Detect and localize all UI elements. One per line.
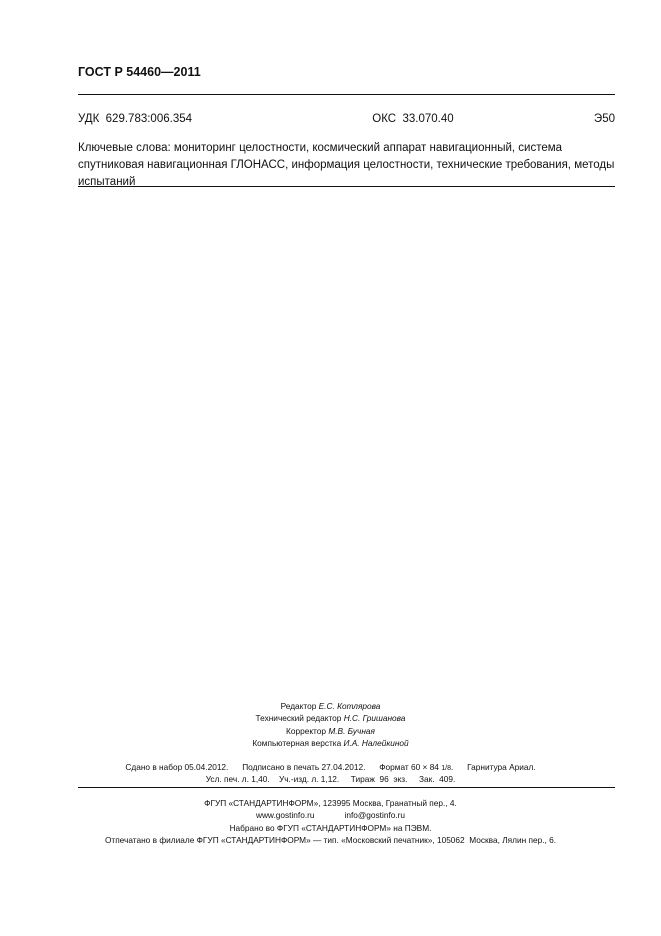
keywords-block [78, 140, 618, 191]
website-link[interactable]: www.gostinfo.ru [255, 810, 315, 821]
print-info-line-1: Сдано в набор 05.04.2012. Подписано в печать 27.04.2012. Формат 60 × 84 1/8. Гарнитура Ариал. [125, 762, 536, 772]
publisher-block [0, 797, 661, 846]
email-link[interactable]: info@gostinfo.ru [344, 810, 406, 821]
imprint-divider [78, 787, 615, 788]
credit-corrector: Корректор М.В. Бучная [286, 725, 375, 736]
credit-layout: Компьютерная верстка И.А. Налейкиной [252, 737, 409, 748]
publisher-contacts [0, 809, 661, 821]
credit-editor: Редактор Е.С. Котлярова [280, 701, 381, 711]
udk-code: УДК 629.783:006.354 [78, 113, 193, 125]
printed-note: Отпечатано в филиале ФГУП «СТАНДАРТИНФОРМ» — тип. «Московский печатник», 105062 Москва, Лялин пер., 6. [104, 834, 557, 845]
keywords-divider [78, 186, 615, 187]
header-divider [78, 94, 615, 95]
classification-row [78, 113, 615, 125]
print-info-line-2: Усл. печ. л. 1,40. Уч.-изд. л. 1,12. Тираж 96 экз. Зак. 409. [205, 774, 456, 784]
credits-block [0, 700, 661, 749]
keywords-text: мониторинг целостности, космический аппарат навигационный, система спутниковая навигационная ГЛОНАСС, информация целостности, технические требования, методы испытаний [78, 142, 615, 188]
typeset-note: Набрано во ФГУП «СТАНДАРТИНФОРМ» на ПЭВМ. [229, 822, 432, 833]
credit-tech-editor: Технический редактор Н.С. Гришанова [255, 713, 406, 724]
oks-code: ОКС 33.070.40 [372, 113, 454, 125]
keywords-label: Ключевые слова: [78, 142, 171, 154]
document-code: ГОСТ Р 54460—2011 [78, 65, 201, 79]
group-code: Э50 [593, 113, 615, 125]
format-fraction: 1/8 [441, 765, 451, 772]
publisher-address: ФГУП «СТАНДАРТИНФОРМ», 123995 Москва, Гранатный пер., 4. [204, 798, 457, 808]
